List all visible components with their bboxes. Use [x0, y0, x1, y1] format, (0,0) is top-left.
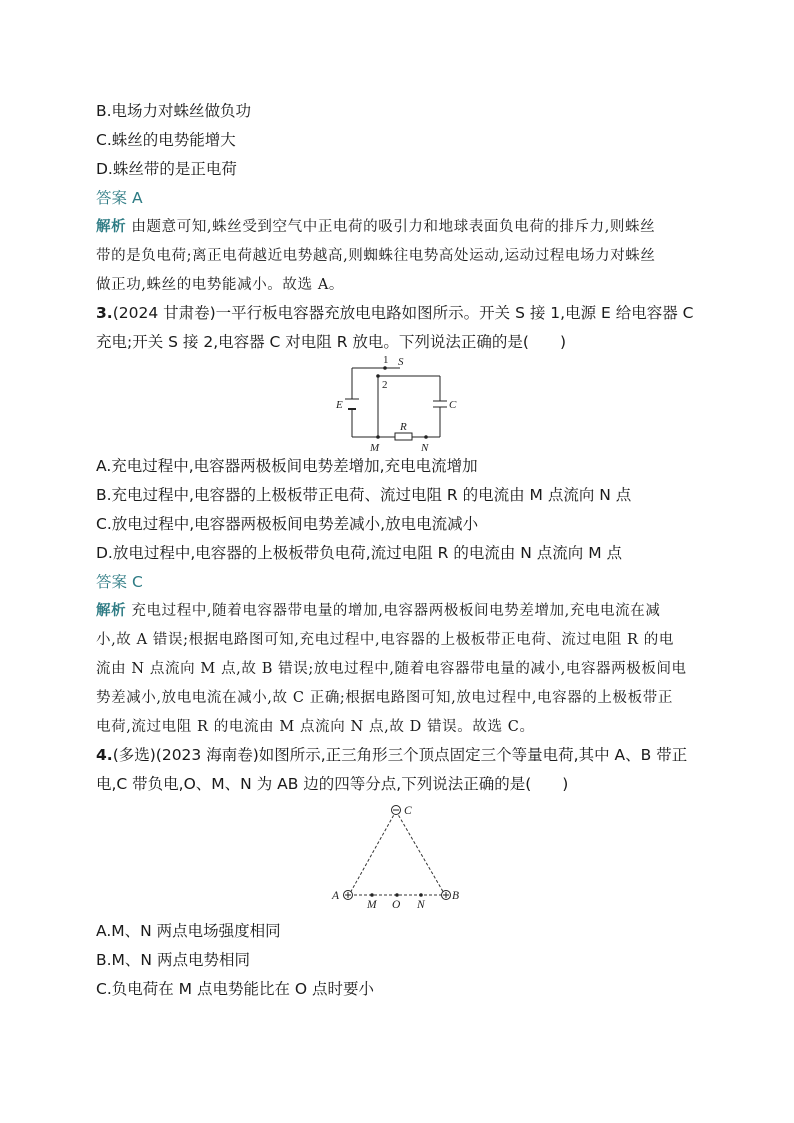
q2-option-b: B.电场力对蛛丝做负功: [96, 102, 252, 120]
q3-stem-line-2: 充电;开关 S 接 2,电容器 C 对电阻 R 放电。下列说法正确的是( ): [96, 333, 567, 351]
answer-value: C: [131, 573, 143, 591]
label-n: N: [421, 442, 429, 454]
explanation-text: 充电过程中,随着电容器带电量的增加,电容器两极板间电势差增加,充电电流在减: [131, 603, 661, 619]
q2-option-c: C.蛛丝的电势能增大: [96, 131, 236, 149]
label-s: S: [398, 356, 404, 368]
q4-stem-line-2: 电,C 带负电,O、M、N 为 AB 边的四等分点,下列说法正确的是( ): [96, 775, 569, 793]
charge-c-negative-icon: [392, 806, 401, 815]
q3-stem-text: (2024 甘肃卷)一平行板电容器充放电电路如图所示。开关 S 接 1,电源 E 给电容器 C: [112, 304, 694, 322]
label-r: R: [400, 421, 407, 433]
label-e: E: [336, 399, 343, 411]
label-o: O: [392, 899, 401, 911]
q3-explanation-line-1: [96, 601, 660, 621]
question-number: 4.: [96, 746, 113, 764]
q4-option-c: C.负电荷在 M 点电势能比在 O 点时要小: [96, 980, 375, 998]
q4-option-b: B.M、N 两点电势相同: [96, 951, 250, 969]
label-a: A: [332, 890, 340, 902]
q4-option-a: A.M、N 两点电场强度相同: [96, 922, 281, 940]
q3-answer: [96, 572, 143, 592]
q2-explanation-line-3: 做正功,蛛丝的电势能减小。故选 A。: [96, 277, 344, 293]
q4-stem-text: (多选)(2023 海南卷)如图所示,正三角形三个顶点固定三个等量电荷,其中 A、B 带正: [112, 746, 688, 764]
label-c: C: [404, 805, 412, 817]
label-m: M: [367, 899, 377, 911]
charge-a-positive-icon: [344, 891, 353, 900]
label-1: 1: [383, 354, 389, 366]
q3-explanation-line-4: 势差减小,放电电流在减小,故 C 正确;根据电路图可知,放电过程中,电容器的上极板带正: [96, 690, 673, 706]
q3-circuit-diagram: [330, 352, 460, 454]
q3-option-d: D.放电过程中,电容器的上极板带负电荷,流过电阻 R 的电流由 N 点流向 M 点: [96, 544, 623, 562]
label-2: 2: [382, 379, 388, 391]
charge-b-positive-icon: [442, 891, 451, 900]
label-b: B: [452, 890, 460, 902]
q3-stem-line-1: [96, 303, 693, 323]
q4-stem-line-1: [96, 745, 687, 765]
q2-answer: [96, 188, 143, 208]
explanation-label: 解析: [96, 602, 127, 619]
q2-explanation-line-1: [96, 217, 655, 237]
label-c: C: [449, 399, 457, 411]
q3-option-b: B.充电过程中,电容器的上极板带正电荷、流过电阻 R 的电流由 M 点流向 N 点: [96, 486, 632, 504]
explanation-text: 由题意可知,蛛丝受到空气中正电荷的吸引力和地球表面负电荷的排斥力,则蛛丝: [131, 219, 656, 235]
answer-label: 答案: [96, 573, 128, 591]
question-number: 3.: [96, 304, 113, 322]
q2-option-d: D.蛛丝带的是正电荷: [96, 160, 237, 178]
q3-option-c: C.放电过程中,电容器两极板间电势差减小,放电电流减小: [96, 515, 479, 533]
q4-triangle-diagram: [328, 800, 468, 912]
q2-explanation-line-2: 带的是负电荷;离正电荷越近电势越高,则蜘蛛往电势高处运动,运动过程电场力对蛛丝: [96, 248, 656, 264]
q3-explanation-line-3: 流由 N 点流向 M 点,故 B 错误;放电过程中,随着电容器带电量的减小,电容器两极板间电: [96, 661, 687, 677]
q3-explanation-line-5: 电荷,流过电阻 R 的电流由 M 点流向 N 点,故 D 错误。故选 C。: [96, 719, 535, 735]
answer-label: 答案: [96, 189, 128, 207]
explanation-label: 解析: [96, 218, 127, 235]
answer-value: A: [131, 189, 143, 207]
q3-explanation-line-2: 小,故 A 错误;根据电路图可知,充电过程中,电容器的上极板带正电荷、流过电阻 R 的电: [96, 632, 674, 648]
q3-option-a: A.充电过程中,电容器两极板间电势差增加,充电电流增加: [96, 457, 478, 475]
label-n: N: [417, 899, 425, 911]
label-m: M: [370, 442, 380, 454]
